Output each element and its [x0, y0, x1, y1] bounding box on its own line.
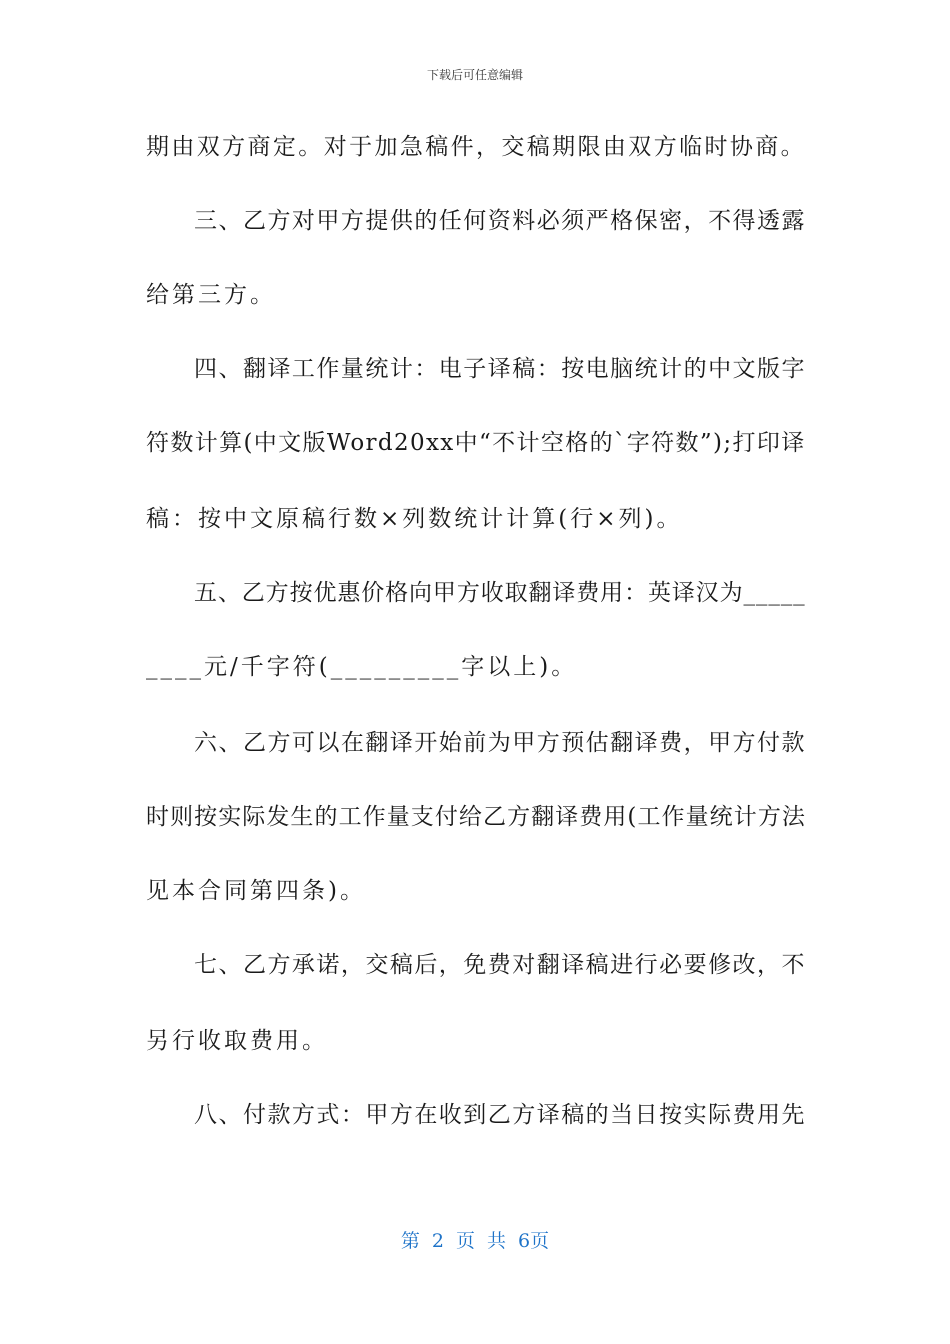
paragraph-line: 时则按实际发生的工作量支付给乙方翻译费用(工作量统计方法: [146, 804, 806, 830]
footer-page-number: 2: [431, 1230, 444, 1252]
paragraph-line: 七、乙方承诺，交稿后，免费对翻译稿进行必要修改，不: [194, 952, 806, 978]
paragraph-line: 八、付款方式：甲方在收到乙方译稿的当日按实际费用先: [194, 1102, 806, 1128]
paragraph-line: 四、翻译工作量统计：电子译稿：按电脑统计的中文版字: [194, 356, 806, 382]
paragraph-line: 三、乙方对甲方提供的任何资料必须严格保密，不得透露: [194, 208, 806, 234]
paragraph-line: 见本合同第四条)。: [146, 878, 366, 904]
page-footer: [0, 1226, 950, 1253]
paragraph-line: 六、乙方可以在翻译开始前为甲方预估翻译费，甲方付款: [194, 730, 806, 756]
paragraph-line: 期由双方商定。对于加急稿件，交稿期限由双方临时协商。: [146, 134, 806, 160]
paragraph-line: 给第三方。: [146, 282, 276, 308]
footer-prefix: 第: [400, 1230, 420, 1252]
footer-total-pages: 6页: [518, 1230, 550, 1252]
footer-page-unit: 页: [455, 1230, 475, 1252]
paragraph-line: ____元/千字符(_________字以上)。: [146, 654, 578, 680]
footer-total-prefix: 共: [487, 1230, 507, 1252]
paragraph-line: 另行收取费用。: [146, 1028, 328, 1054]
paragraph-line: 五、乙方按优惠价格向甲方收取翻译费用：英译汉为_____: [194, 580, 806, 606]
header-note: 下载后可任意编辑: [426, 68, 523, 82]
paragraph-line: 符数计算(中文版Word20xx中“不计空格的`字符数”);打印译: [146, 430, 806, 456]
paragraph-line: 稿：按中文原稿行数×列数统计计算(行×列)。: [146, 506, 683, 532]
